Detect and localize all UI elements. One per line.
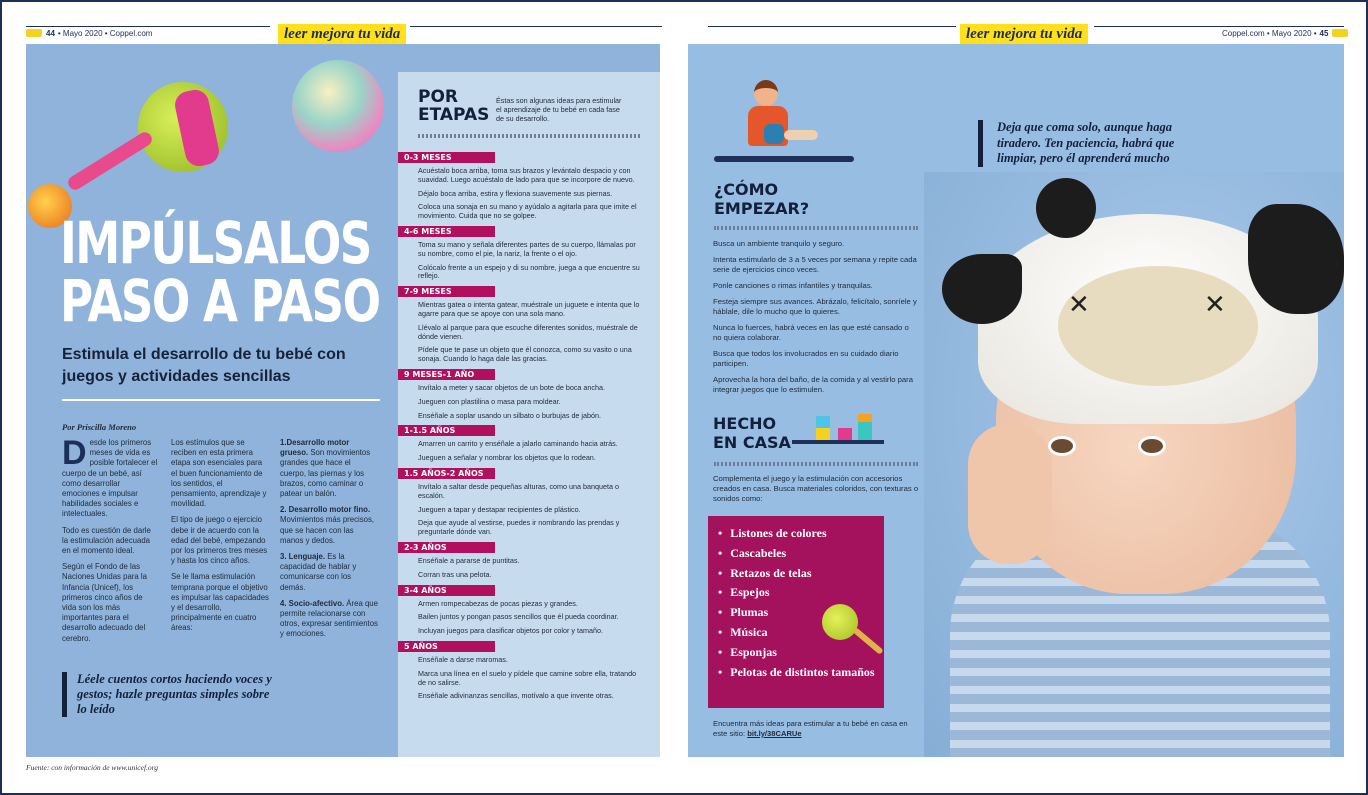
- area-1: 1.Desarrollo motor grueso. Son movimientos grandes que hace el cuerpo, las piernas y los brazos, como caminar o patear un balón.: [280, 438, 371, 499]
- material-item: • Pelotas de distintos tamaños: [718, 663, 884, 683]
- hecho-en-casa-title: [713, 414, 791, 452]
- hat-muzzle: [1058, 266, 1258, 386]
- stage-item: Coloca una sonaja en su mano y ayúdalo a agitarla para que imite el movimiento. Cuida que no se golpee.: [418, 202, 637, 221]
- tip-item: Intenta estimularlo de 3 a 5 veces por semana y repite cada serie de ejercicios cinco veces.: [713, 255, 917, 274]
- stage-item: Enséñale a pararse de puntitas.: [418, 555, 520, 565]
- left-page: [26, 44, 660, 757]
- header-right: [1222, 22, 1348, 44]
- col1-paragraph-1: esde los primeros meses de vida es posible fortalecer el cuerpo de un bebé, así como desarrollar emociones e impulsar habilidades sociales e intelectuales.: [62, 438, 158, 519]
- pull-quote-left: Léele cuentos cortos haciendo voces y gestos; hazle preguntas simples sobre lo leído: [62, 672, 272, 717]
- footer-text: Encuentra más ideas para estimular a tu bebé en casa en este sitio:: [713, 719, 908, 738]
- material-item: • Listones de colores: [718, 524, 884, 544]
- como-title-2: EMPEZAR?: [714, 199, 810, 218]
- stages-title-1: POR: [418, 87, 459, 107]
- stage-item: Marca una línea en el suelo y pídele que camine sobre ella, tratando de no salirse.: [418, 668, 637, 687]
- tip-item: Festeja siempre sus avances. Abrázalo, felicítalo, sonríele y háblale, dile lo mucho que lo quieres.: [713, 297, 917, 316]
- stage-item: Colócalo frente a un espejo y di su nombre, juega a que encuentre su reflejo.: [418, 262, 640, 281]
- stage-item: Invítalo a saltar desde pequeñas alturas, como una banqueta o escalón.: [418, 481, 619, 500]
- stage-header: 2-3 AÑOS: [398, 542, 495, 553]
- stage-item: Jueguen con plastilina o masa para moldear.: [418, 396, 561, 406]
- key-icon: [1332, 29, 1348, 37]
- body-column-1: [62, 434, 158, 650]
- material-item: • Cascabeles: [718, 544, 884, 564]
- como-title-1: ¿CÓMO: [714, 180, 779, 199]
- stage-item: Corran tras una pelota.: [418, 569, 492, 579]
- stage-item: Déjalo boca arriba, estira y flexiona suavemente sus piernas.: [418, 188, 613, 198]
- material-item: • Retazos de telas: [718, 564, 884, 584]
- stage-item: Jueguen a señalar y nombrar los objetos que lo rodean.: [418, 453, 596, 463]
- stage-item: Bailen juntos y pongan pasos sencillos que él pueda coordinar.: [418, 612, 619, 622]
- stage-header: 1.5 AÑOS-2 AÑOS: [398, 468, 495, 479]
- area-2: 2. Desarrollo motor fino. Movimientos más precisos, que se hacen con las manos y dedos.: [280, 505, 375, 545]
- stage-item: Incluyan juegos para clasificar objetos por color y tamaño.: [418, 626, 603, 636]
- tip-item: Aprovecha la hora del baño, de la comida y al vestirlo para integrar juegos que lo estimulen.: [713, 375, 913, 394]
- drop-cap: D: [62, 434, 87, 472]
- stage-item: Invítalo a meter y sacar objetos de un bote de boca ancha.: [418, 382, 605, 392]
- stage-item: Amarren un carrito y enséñale a jalarlo caminando hacia atrás.: [418, 439, 618, 449]
- stage-header: 1-1.5 AÑOS: [398, 425, 495, 436]
- footer-link[interactable]: bit.ly/38CARUe: [747, 729, 802, 738]
- stage-header: 7-9 MESES: [398, 286, 495, 297]
- col2-paragraph-1: Los estímulos que se reciben en esta primera etapa son esenciales para el buen funcionamiento de los sentidos, el pensamiento, aprendizaje y movilidad.: [171, 438, 267, 509]
- hat-ear-left: [942, 254, 1022, 324]
- tip-item: Nunca lo fuerces, habrá veces en las que esté cansado o no quiera colaborar.: [713, 323, 909, 342]
- page-number-right: 45: [1319, 28, 1329, 38]
- material-item: • Espejos: [718, 583, 884, 603]
- stage-header: 5 AÑOS: [398, 641, 495, 652]
- header-meta-left: • Mayo 2020 • Coppel.com: [57, 28, 153, 38]
- baby-eye-left: [1048, 436, 1076, 456]
- stages-title: [418, 88, 489, 124]
- stage-item: Armen rompecabezas de pocas piezas y grandes.: [418, 598, 578, 608]
- materials-box: [708, 516, 884, 708]
- col2-paragraph-3: Se le llama estimulación temprana porque el objetivo es impulsar las capacidades y el desarrollo, principalmente en cuatro áreas:: [171, 572, 269, 633]
- mother-legs: [784, 130, 818, 140]
- col2-paragraph-2: El tipo de juego o ejercicio debe ir de acuerdo con la edad del bebé, empezando por los primeros tres meses y hasta los cinco años.: [171, 515, 268, 566]
- article-title: [60, 209, 380, 335]
- rattle-handle: [66, 130, 155, 193]
- tip-item: Ponle canciones o rimas infantiles y tranquilas.: [713, 281, 873, 290]
- stage-item: Enséñale a darse maromas.: [418, 654, 508, 664]
- hat-eye-icon: ✕: [1204, 290, 1226, 320]
- baby-hand: [968, 424, 1052, 564]
- header-left: [26, 22, 152, 44]
- stage-item: Llévalo al parque para que escuche diferentes sonidos, muéstrale de dónde vienen.: [418, 322, 638, 341]
- material-item: • Plumas: [718, 603, 884, 623]
- section-tag-right: leer mejora tu vida: [960, 24, 1088, 44]
- key-icon: [26, 29, 42, 37]
- hecho-title-2: EN CASA: [713, 433, 791, 452]
- tip-item: Busca que todos los involucrados en su cuidado diario participen.: [713, 349, 899, 368]
- source-note: Fuente: con información de www.unicef.org: [26, 763, 159, 772]
- stage-header: 3-4 AÑOS: [398, 585, 495, 596]
- hat-ear-right: [1248, 204, 1344, 314]
- maraca-image: [822, 604, 858, 640]
- stages-intro: Éstas son algunas ideas para estimular el aprendizaje de tu bebé en cada fase de su desarrollo.: [496, 96, 622, 123]
- dotted-rule: [714, 226, 918, 230]
- tips-list: [713, 239, 917, 401]
- subtitle-rule: [62, 399, 380, 401]
- body-column-2: [171, 438, 269, 640]
- dotted-rule: [714, 462, 918, 466]
- stage-header: 0-3 MESES: [398, 152, 495, 163]
- stage-item: Enséñale a soplar usando un silbato o burbujas de jabón.: [418, 410, 602, 420]
- byline: Por Priscilla Moreno: [62, 422, 137, 432]
- hecho-title-1: HECHO: [713, 414, 777, 433]
- mother-head: [754, 80, 778, 106]
- material-item: • Esponjas: [718, 643, 884, 663]
- stage-item: Acuéstalo boca arriba, toma sus brazos y levántalo despacio y con suavidad. Luego acuéstalo de lado para que se incorpore de nuevo.: [418, 166, 635, 184]
- stages-list: [398, 152, 660, 706]
- tip-item: Busca un ambiente tranquilo y seguro.: [713, 239, 845, 248]
- page-number-left: 44: [46, 28, 55, 38]
- stage-header: 4-6 MESES: [398, 226, 495, 237]
- rubber-band-ball-image: [292, 60, 384, 152]
- hat-eye-icon: ✕: [1068, 290, 1090, 320]
- footer-note: [713, 719, 913, 739]
- material-item: • Música: [718, 623, 884, 643]
- stage-item: Enséñale adivinanzas sencillas, motívalo a que invente otras.: [418, 691, 614, 701]
- hat-horn: [1036, 178, 1096, 238]
- stage-item: Jueguen a tapar y destapar recipientes de plástico.: [418, 504, 581, 514]
- header-meta-right: Coppel.com • Mayo 2020 •: [1222, 28, 1317, 38]
- right-page: [688, 44, 1344, 757]
- body-column-3: [280, 438, 378, 646]
- col1-paragraph-3: Según el Fondo de las Naciones Unidas para la Infancia (Unicef), los primeros cinco años de vida son los más importantes para el desarrollo adecuado del cerebro.: [62, 562, 147, 643]
- stage-item: Toma su mano y señala diferentes partes de su cuerpo, llámalas por su nombre, como el pie, la nariz, la frente o el ojo.: [418, 239, 636, 258]
- title-line-1: IMPÚLSALOS: [60, 209, 371, 277]
- area-4: 4. Socio-afectivo. Área que permite relacionarse con otros, expresar sentimientos y emociones.: [280, 598, 378, 639]
- header-rule-left-2: [410, 26, 662, 27]
- stages-title-2: ETAPAS: [418, 105, 490, 125]
- stages-panel: [398, 72, 660, 757]
- area-3: 3. Lenguaje. Es la capacidad de hablar y comunicarse con los demás.: [280, 552, 357, 592]
- hecho-intro: Complementa el juego y la estimulación con accesorios creados en casa. Busca materiales coloridos, con texturas o sonidos como:: [713, 474, 919, 503]
- stage-item: Pídele que te pase un objeto que él conozca, como su vasito o una sonaja. Cuando lo haga dale las gracias.: [418, 345, 632, 364]
- title-line-2: PASO A PASO: [60, 267, 380, 335]
- dotted-rule: [418, 134, 640, 138]
- baby-eye-right: [1138, 436, 1166, 456]
- article-subtitle: Estimula el desarrollo de tu bebé con juegos y actividades sencillas: [62, 346, 346, 385]
- col1-paragraph-2: Todo es cuestión de darle la estimulación adecuada en el momento ideal.: [62, 525, 151, 556]
- como-empezar-title: [714, 180, 809, 218]
- header-rule-right: [708, 26, 956, 27]
- stage-header: 9 MESES-1 AÑO: [398, 369, 495, 380]
- section-tag-left: leer mejora tu vida: [278, 24, 406, 44]
- illustration-floor: [714, 156, 854, 162]
- pull-quote-right: Deja que coma solo, aunque haga tiradero. Ten paciencia, habrá que limpiar, pero él aprenderá mucho: [978, 120, 1208, 167]
- stage-item: Deja que ayude al vestirse, puedes ir nombrando las prendas y preguntarle dónde van.: [418, 518, 620, 537]
- baby-figure: [764, 124, 784, 144]
- stage-item: Mientras gatea o intenta gatear, muéstrale un juguete e intenta que lo agarre para que se apoye con una sola mano.: [418, 300, 640, 318]
